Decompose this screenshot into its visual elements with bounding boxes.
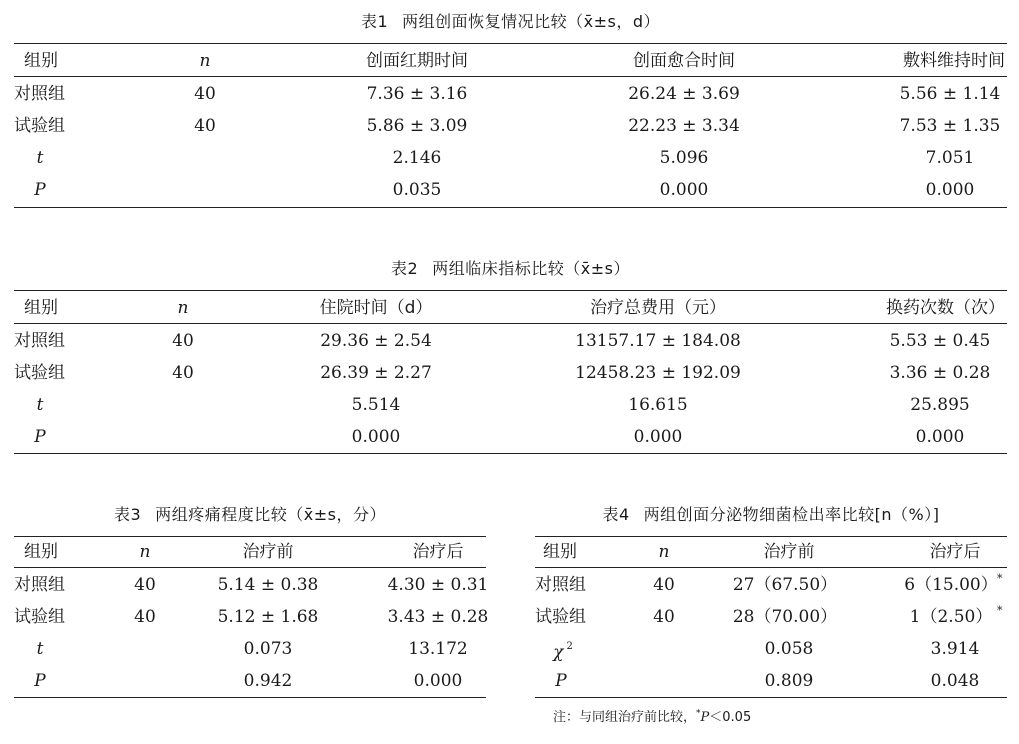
table-row <box>14 667 486 695</box>
col-header-group: 组别 <box>24 51 58 71</box>
table-3-header-rule <box>14 567 486 568</box>
col-header-redness-time: 创面红期时间 <box>366 51 468 71</box>
cell-value: 5.86 ± 3.09 <box>366 116 468 136</box>
cell-value: 0.000 <box>915 427 965 447</box>
table-4-bottom-rule <box>535 697 1007 698</box>
cell-value: 0.000 <box>633 427 683 447</box>
cell-value: 5.53 ± 0.45 <box>889 331 991 351</box>
cell-value: 12458.23 ± 192.09 <box>575 363 741 383</box>
chi-symbol: χ <box>553 642 564 663</box>
col-header-after: 治疗后 <box>929 542 981 562</box>
cell-n: 40 <box>172 363 194 383</box>
table-row <box>535 571 1007 599</box>
cell-value: 3.43 ± 0.28 <box>387 607 489 627</box>
table-row <box>535 603 1007 631</box>
table-1-bottom-rule <box>14 207 1007 208</box>
cell-value: 0.942 <box>243 671 293 691</box>
cell-value: 6（15.00） <box>904 575 998 595</box>
col-header-stay-days: 住院时间（d） <box>319 298 433 318</box>
row-label: P <box>555 671 567 691</box>
col-header-n: n <box>139 542 151 562</box>
col-header-after: 治疗后 <box>412 542 464 562</box>
col-header-healing-time: 创面愈合时间 <box>633 51 735 71</box>
row-label: 试验组 <box>14 607 65 627</box>
table-1-stat: （x̄±s，d） <box>567 12 661 31</box>
col-header-n: n <box>177 298 189 318</box>
table-4-header-rule <box>535 567 1007 568</box>
row-label: P <box>34 180 46 200</box>
cell-n: 40 <box>134 607 156 627</box>
col-header-dressing-changes: 换药次数（次） <box>886 298 1005 318</box>
cell-value: 25.895 <box>910 395 970 415</box>
table-row <box>14 603 489 631</box>
table-1-caption <box>14 9 1007 32</box>
table-2-title: 两组临床指标比较 <box>432 259 565 278</box>
cell-value: 5.514 <box>351 395 401 415</box>
col-header-before: 治疗前 <box>763 542 815 562</box>
table-2-bottom-rule <box>14 453 1007 454</box>
cell-value: 7.051 <box>925 148 975 168</box>
table-3-stat: （x̄±s，分） <box>287 505 386 524</box>
footnote-star: * <box>696 708 701 719</box>
table-row <box>14 80 1007 108</box>
col-header-before: 治疗前 <box>242 542 294 562</box>
table-row <box>14 176 1007 204</box>
cell-value: 0.073 <box>243 639 293 659</box>
cell-n: 40 <box>134 575 156 595</box>
table-2-number: 表2 <box>391 259 419 278</box>
cell-value: 5.12 ± 1.68 <box>217 607 319 627</box>
cell-value: 0.035 <box>392 180 442 200</box>
cell-value: 27（67.50） <box>732 575 838 595</box>
cell-value: 4.30 ± 0.31 <box>387 575 489 595</box>
table-3-caption <box>14 502 486 525</box>
cell-value: 22.23 ± 3.34 <box>628 116 740 136</box>
cell-value: 28（70.00） <box>732 607 838 627</box>
cell-value: 0.058 <box>764 639 814 659</box>
table-4-number: 表4 <box>602 505 630 524</box>
cell-value: 0.000 <box>413 671 463 691</box>
cell-value: 26.24 ± 3.69 <box>628 84 740 104</box>
table-2-top-rule <box>14 290 1007 291</box>
table-1 <box>14 0 1007 215</box>
cell-n: 40 <box>194 116 216 136</box>
col-header-total-cost: 治疗总费用（元） <box>590 298 726 318</box>
col-header-dressing-time: 敷料维持时间 <box>903 51 1005 71</box>
table-2 <box>14 250 1007 460</box>
cell-value: 29.36 ± 2.54 <box>320 331 432 351</box>
row-label: 对照组 <box>14 331 65 351</box>
cell-value: 26.39 ± 2.27 <box>320 363 432 383</box>
cell-n: 40 <box>653 575 675 595</box>
cell-n: 40 <box>194 84 216 104</box>
cell-value: 0.000 <box>351 427 401 447</box>
table-1-header-rule <box>14 76 1007 77</box>
table-row <box>14 144 1007 172</box>
cell-value: 7.36 ± 3.16 <box>366 84 468 104</box>
cell-value: 1（2.50） <box>909 607 993 627</box>
table-row <box>14 423 1007 451</box>
cell-value: 0.809 <box>764 671 814 691</box>
row-label: P <box>34 671 46 691</box>
table-4-title: 两组创面分泌物细菌检出率比较 <box>643 505 875 524</box>
row-label-chi-square <box>553 635 573 667</box>
cell-value: 5.14 ± 0.38 <box>217 575 319 595</box>
row-label: P <box>34 427 46 447</box>
row-label: 对照组 <box>14 575 65 595</box>
chi-exponent: 2 <box>566 641 573 652</box>
table-3-number: 表3 <box>114 505 142 524</box>
col-header-n: n <box>199 51 211 71</box>
col-header-group: 组别 <box>24 298 58 318</box>
cell-value: 0.000 <box>659 180 709 200</box>
col-header-n: n <box>658 542 670 562</box>
table-row <box>14 359 1007 387</box>
table-4 <box>535 496 1007 736</box>
row-label: 对照组 <box>535 575 586 595</box>
table-4-footnote <box>553 706 751 725</box>
row-label: 试验组 <box>14 116 65 136</box>
col-header-group: 组别 <box>543 542 577 562</box>
footnote-condition: ＜0.05 <box>709 710 752 725</box>
table-2-caption <box>14 256 1007 279</box>
cell-n: 40 <box>172 331 194 351</box>
cell-value: 13157.17 ± 184.08 <box>575 331 741 351</box>
row-label: 试验组 <box>535 607 586 627</box>
table-1-number: 表1 <box>360 12 389 31</box>
table-4-stat: [n（%）] <box>874 505 940 524</box>
significance-marker: * <box>997 604 1003 617</box>
table-row <box>14 112 1007 140</box>
cell-value: 16.615 <box>628 395 688 415</box>
cell-value: 0.000 <box>925 180 975 200</box>
col-header-group: 组别 <box>24 542 58 562</box>
cell-value: 3.914 <box>930 639 980 659</box>
table-3 <box>14 496 489 706</box>
table-2-header-rule <box>14 323 1007 324</box>
table-2-header-row <box>14 294 1007 322</box>
table-row <box>14 391 1007 419</box>
table-3-bottom-rule <box>14 697 486 698</box>
row-label: t <box>36 148 44 168</box>
table-3-top-rule <box>14 536 486 537</box>
table-row <box>14 327 1007 355</box>
row-label: t <box>36 395 44 415</box>
row-label: 试验组 <box>14 363 65 383</box>
table-row <box>535 635 1007 663</box>
table-4-top-rule <box>535 536 1007 537</box>
table-3-title: 两组疼痛程度比较 <box>155 505 288 524</box>
footnote-prefix: 注：与同组治疗前比较， <box>553 710 697 725</box>
row-label: 对照组 <box>14 84 65 104</box>
table-row <box>535 667 1007 695</box>
table-4-header-row <box>535 538 1007 566</box>
row-label: t <box>36 639 44 659</box>
cell-value: 0.048 <box>930 671 980 691</box>
cell-value: 13.172 <box>408 639 468 659</box>
table-1-header-row <box>14 47 1007 75</box>
table-1-title: 两组创面恢复情况比较 <box>402 12 568 31</box>
table-1-top-rule <box>14 43 1007 44</box>
cell-value: 5.56 ± 1.14 <box>899 84 1001 104</box>
significance-marker: * <box>997 572 1003 585</box>
cell-value: 7.53 ± 1.35 <box>899 116 1001 136</box>
table-4-caption <box>535 502 1007 525</box>
footnote-p: P <box>700 710 710 725</box>
cell-value: 3.36 ± 0.28 <box>889 363 991 383</box>
table-row <box>14 571 489 599</box>
cell-value: 2.146 <box>392 148 442 168</box>
cell-value: 5.096 <box>659 148 709 168</box>
cell-n: 40 <box>653 607 675 627</box>
table-row <box>14 635 486 663</box>
table-2-stat: （x̄±s） <box>564 259 630 278</box>
table-3-header-row <box>14 538 486 566</box>
